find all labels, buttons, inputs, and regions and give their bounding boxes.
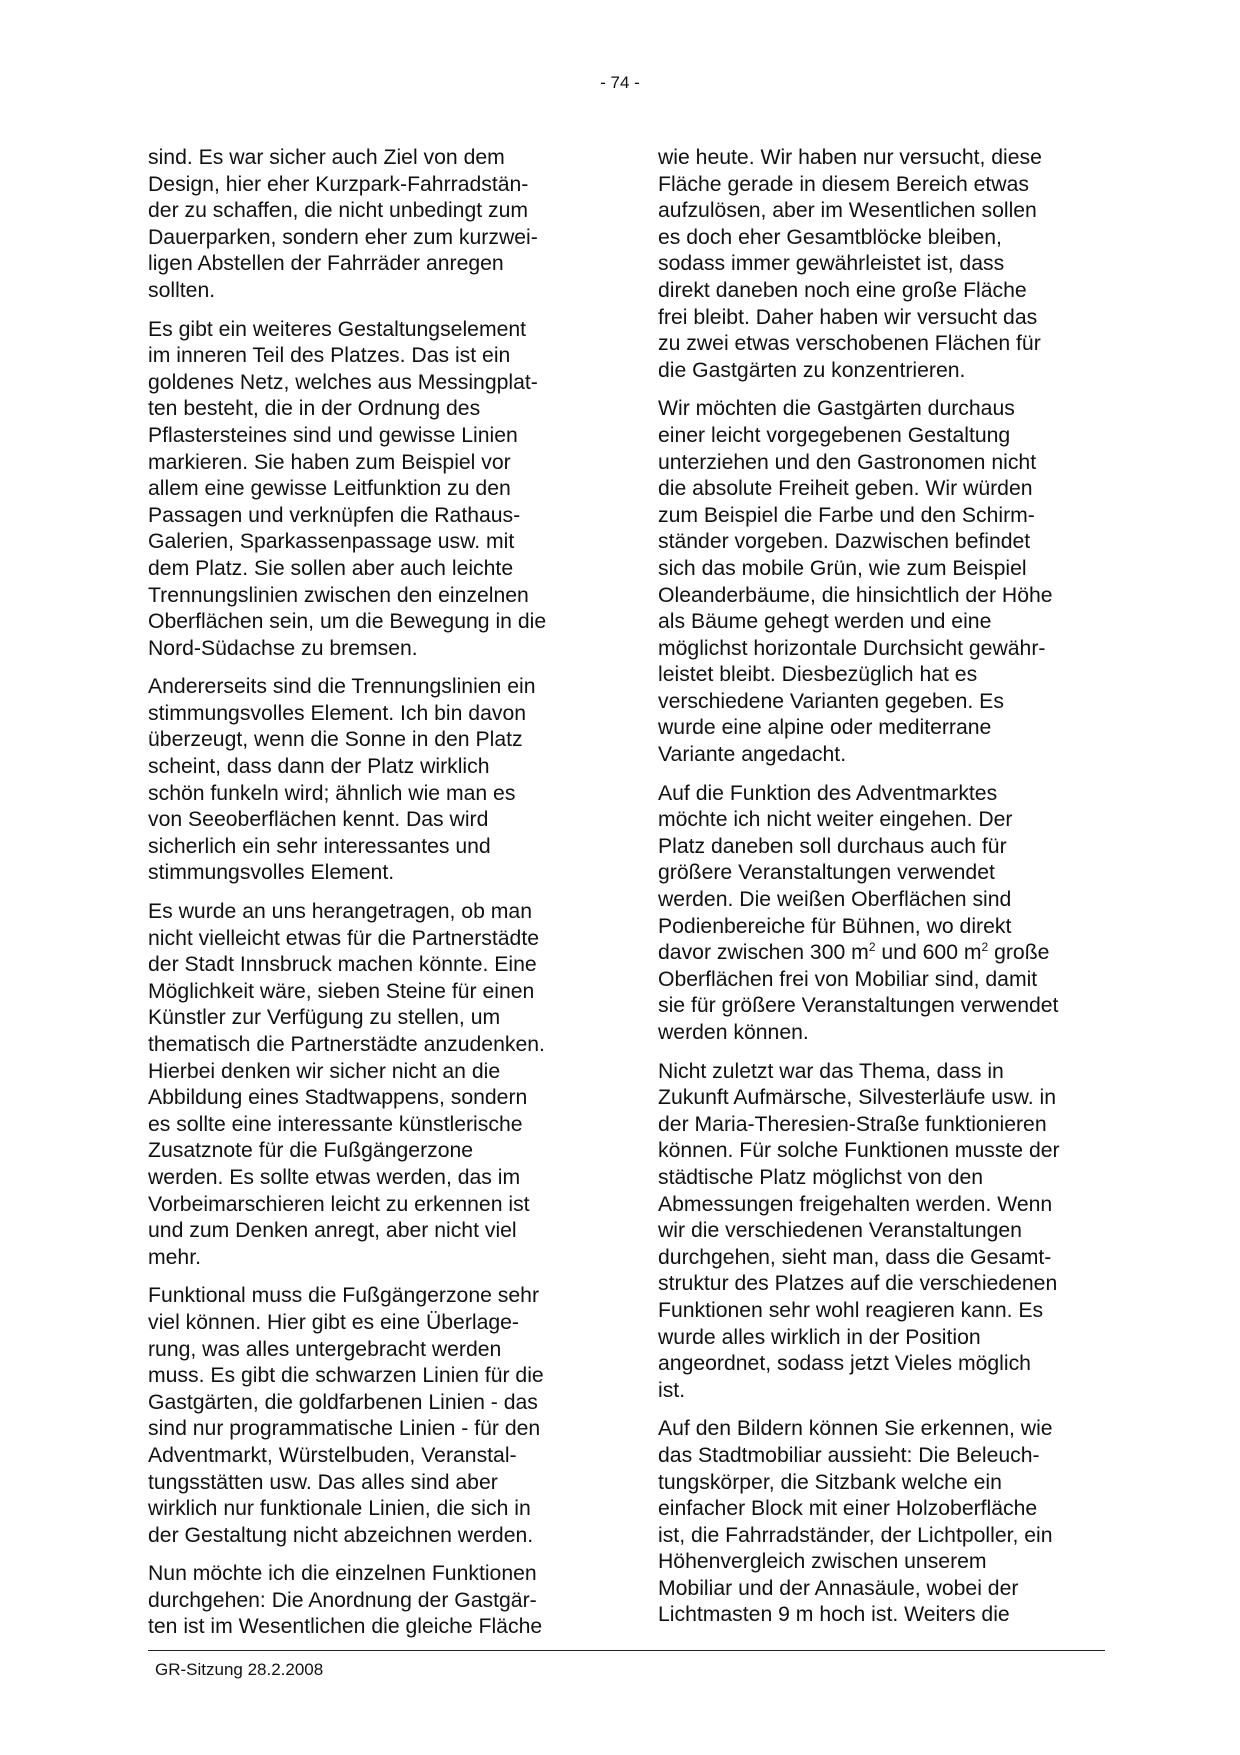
text-line: Andererseits sind die Trennungslinien ein (148, 675, 536, 699)
text-line: sie für größere Veranstaltungen verwendet (658, 994, 1059, 1018)
text-line: ten besteht, die in der Ordnung des (148, 397, 481, 421)
text-line: goldenes Netz, welches aus Messingplat- (148, 370, 538, 394)
text-line: ist. (658, 1378, 686, 1402)
text-line: zu zwei etwas verschobenen Flächen für (658, 332, 1041, 356)
text-line: das Stadtmobiliar aussieht: Die Beleuch- (658, 1443, 1040, 1467)
paragraph (148, 1283, 588, 1549)
text-line: Variante angedacht. (658, 743, 847, 767)
text-line: schön funkeln wird; ähnlich wie man es (148, 781, 516, 805)
text-line: Galerien, Sparkassenpassage usw. mit (148, 530, 515, 554)
text-line: allem eine gewisse Leitfunktion zu den (148, 477, 511, 501)
text-line: struktur des Platzes auf die verschiedenen (658, 1272, 1058, 1296)
text-line: Auf den Bildern können Sie erkennen, wie (658, 1417, 1053, 1441)
text-line: Trennungslinien zwischen den einzelnen (148, 583, 529, 607)
text-line: Mobiliar und der Annasäule, wobei der (658, 1576, 1019, 1600)
text-line: durchgehen: Die Anordnung der Gastgär- (148, 1588, 537, 1612)
text-line: dem Platz. Sie sollen aber auch leichte (148, 556, 514, 580)
text-line: Gastgärten, die goldfarbenen Linien - das (148, 1390, 538, 1414)
text-line: Oberflächen sein, um die Bewegung in die (148, 610, 547, 634)
text-line: Hierbei denken wir sicher nicht an die (148, 1059, 501, 1083)
text-line: direkt daneben noch eine große Fläche (658, 278, 1027, 302)
text-line: viel können. Hier gibt es eine Überlage- (148, 1310, 519, 1334)
text-line: ten ist im Wesentlichen die gleiche Fläche (148, 1615, 543, 1639)
text-line: Es gibt ein weiteres Gestaltungselement (148, 317, 527, 341)
paragraph (148, 145, 588, 305)
text-line: ständer vorgeben. Dazwischen befindet (658, 530, 1031, 554)
text-line: die Gastgärten zu konzentrieren. (658, 358, 966, 382)
text-line: überzeugt, wenn die Sonne in den Platz (148, 728, 523, 752)
page-number: - 74 - (600, 73, 640, 92)
text-line: Passagen und verknüpfen die Rathaus- (148, 503, 521, 527)
text-line: angeordnet, sodass jetzt Vieles möglich (658, 1352, 1031, 1376)
text-line: tungsstätten usw. Das alles sind aber (148, 1470, 498, 1494)
superscript: 2 (981, 940, 989, 955)
text-line: sodass immer gewährleistet ist, dass (658, 252, 1005, 276)
text-line: der Maria-Theresien-Straße funktionieren (658, 1112, 1047, 1136)
footer-divider (148, 1650, 1105, 1651)
text-line: einer leicht vorgegebenen Gestaltung (658, 423, 1011, 447)
text-line: einfacher Block mit einer Holzoberfläche (658, 1497, 1038, 1521)
text-line: von Seeoberflächen kennt. Das wird (148, 808, 489, 832)
paragraph (148, 899, 588, 1271)
text-line: es doch eher Gesamtblöcke bleiben, (658, 225, 1002, 249)
text-line: Pflastersteines sind und gewisse Linien (148, 423, 518, 447)
text-line: sind nur programmatische Linien - für den (148, 1417, 541, 1441)
text-line: wirklich nur funktionale Linien, die sich in (148, 1497, 531, 1521)
text-line-with-area: davor zwischen 300 $m^2$ und 600 $m^2$ große (658, 940, 1050, 965)
text-line: Nord-Südachse zu bremsen. (148, 636, 418, 660)
text-line: Podienbereiche für Bühnen, wo direkt (658, 914, 1012, 938)
text-line: im inneren Teil des Platzes. Das ist ein (148, 344, 511, 368)
text-line: wie heute. Wir haben nur versucht, diese (658, 146, 1042, 169)
text-line: Lichtmasten 9 m hoch ist. Weiters die (658, 1603, 1010, 1627)
text-line: können. Für solche Funktionen musste der (658, 1139, 1060, 1163)
text-line: Abbildung eines Stadtwappens, sondern (148, 1086, 528, 1110)
text-line: nicht vielleicht etwas für die Partnerstädte (148, 926, 539, 950)
text-line: zum Beispiel die Farbe und den Schirm- (658, 503, 1035, 527)
paragraph (658, 145, 1106, 384)
text-line: muss. Es gibt die schwarzen Linien für die (148, 1364, 544, 1388)
right-column (658, 145, 1106, 1641)
footer-session-date: GR-Sitzung 28.2.2008 (155, 1660, 324, 1679)
paragraph (658, 1059, 1106, 1405)
paragraph (658, 1416, 1106, 1629)
text-line: Nicht zuletzt war das Thema, dass in (658, 1059, 1004, 1083)
text-line: der zu schaffen, die nicht unbedingt zum (148, 199, 529, 223)
text-line: städtische Platz möglichst von den (658, 1165, 984, 1189)
text-line: es sollte eine interessante künstlerische (148, 1112, 523, 1136)
text-line: sind. Es war sicher auch Ziel von dem (148, 146, 505, 169)
text-line: als Bäume gehegt werden und eine (658, 610, 992, 634)
text-line: Möglichkeit wäre, sieben Steine für einen (148, 979, 535, 1003)
text-line: werden. Die weißen Oberflächen sind (658, 888, 1012, 912)
text-line: sich das mobile Grün, wie zum Beispiel (658, 556, 1027, 580)
paragraph (658, 396, 1106, 768)
text-line: wir die verschiedenen Veranstaltungen (658, 1219, 1022, 1243)
text-line: Fläche gerade in diesem Bereich etwas (658, 172, 1029, 196)
text-line: Platz daneben soll durchaus auch für (658, 834, 1007, 858)
text-line: Zukunft Aufmärsche, Silvesterläufe usw. in (658, 1086, 1057, 1110)
text-line: stimmungsvolles Element. Ich bin davon (148, 701, 527, 725)
text-line: Auf die Funktion des Adventmarktes (658, 781, 998, 805)
text-line: markieren. Sie haben zum Beispiel vor (148, 450, 511, 474)
text-line: rung, was alles untergebracht werden (148, 1337, 502, 1361)
text-line: durchgehen, sieht man, dass die Gesamt- (658, 1245, 1052, 1269)
text-line: verschiedene Varianten gegeben. Es (658, 689, 1004, 713)
text-line: scheint, dass dann der Platz wirklich (148, 755, 490, 779)
text-line: ist, die Fahrradständer, der Lichtpoller, ein (658, 1523, 1053, 1547)
text-line: Adventmarkt, Würstelbuden, Veranstal- (148, 1443, 517, 1467)
text-line: Vorbeimarschieren leicht zu erkennen ist (148, 1192, 530, 1216)
text-line: größere Veranstaltungen verwendet (658, 861, 995, 885)
text-line: Dauerparken, sondern eher zum kurzwei- (148, 225, 538, 249)
text-line: Oberflächen frei von Mobiliar sind, damit (658, 967, 1038, 991)
text-line: mehr. (148, 1245, 201, 1269)
paragraph (148, 317, 588, 663)
text-line: Es wurde an uns herangetragen, ob man (148, 900, 532, 924)
text-line: der Gestaltung nicht abzeichnen werden. (148, 1523, 534, 1547)
text-line: stimmungsvolles Element. (148, 861, 395, 885)
text-line: aufzulösen, aber im Wesentlichen sollen (658, 199, 1037, 223)
text-line: Zusatznote für die Fußgängerzone (148, 1139, 474, 1163)
text-line: leistet bleibt. Diesbezüglich hat es (658, 663, 978, 687)
text-line: Oleanderbäume, die hinsichtlich der Höhe (658, 583, 1053, 607)
text-line: werden können. (658, 1021, 809, 1044)
paragraph (148, 1561, 588, 1641)
text-line: wurde eine alpine oder mediterrane (658, 716, 992, 740)
text-line: möglichst horizontale Durchsicht gewähr- (658, 636, 1046, 660)
text-line: Abmessungen freigehalten werden. Wenn (658, 1192, 1053, 1216)
text-line: Design, hier eher Kurzpark-Fahrradstän- (148, 172, 529, 196)
text-line: Funktionen sehr wohl reagieren kann. Es (658, 1298, 1044, 1322)
text-line: unterziehen und den Gastronomen nicht (658, 450, 1037, 474)
paragraph-lines (658, 781, 1106, 941)
left-column (148, 145, 588, 1653)
text-line: die absolute Freiheit geben. Wir würden (658, 477, 1033, 501)
text-line: möchte ich nicht weiter eingehen. Der (658, 808, 1013, 832)
text-line: Funktional muss die Fußgängerzone sehr (148, 1284, 539, 1308)
text-line: sicherlich ein sehr interessantes und (148, 834, 491, 858)
paragraph-lines (658, 967, 1106, 1047)
text-line: Nun möchte ich die einzelnen Funktionen (148, 1562, 537, 1586)
paragraph (148, 674, 588, 887)
text-line: und zum Denken anregt, aber nicht viel (148, 1219, 517, 1243)
text-line: sollten. (148, 278, 216, 302)
text-line: Künstler zur Verfügung zu stellen, um (148, 1006, 501, 1030)
text-line: thematisch die Partnerstädte anzudenken. (148, 1033, 545, 1056)
text-line: der Stadt Innsbruck machen könnte. Eine (148, 953, 537, 977)
text-line: wurde alles wirklich in der Position (658, 1325, 981, 1349)
superscript: 2 (868, 940, 876, 955)
text-line: Wir möchten die Gastgärten durchaus (658, 397, 1015, 421)
text-line: werden. Es sollte etwas werden, das im (148, 1165, 521, 1189)
text-line: tungskörper, die Sitzbank welche ein (658, 1470, 1002, 1494)
text-line: ligen Abstellen der Fahrräder anregen (148, 252, 504, 276)
paragraph (658, 781, 1106, 1047)
text-line: frei bleibt. Daher haben wir versucht das (658, 305, 1038, 329)
text-line: Höhenvergleich zwischen unserem (658, 1550, 987, 1574)
